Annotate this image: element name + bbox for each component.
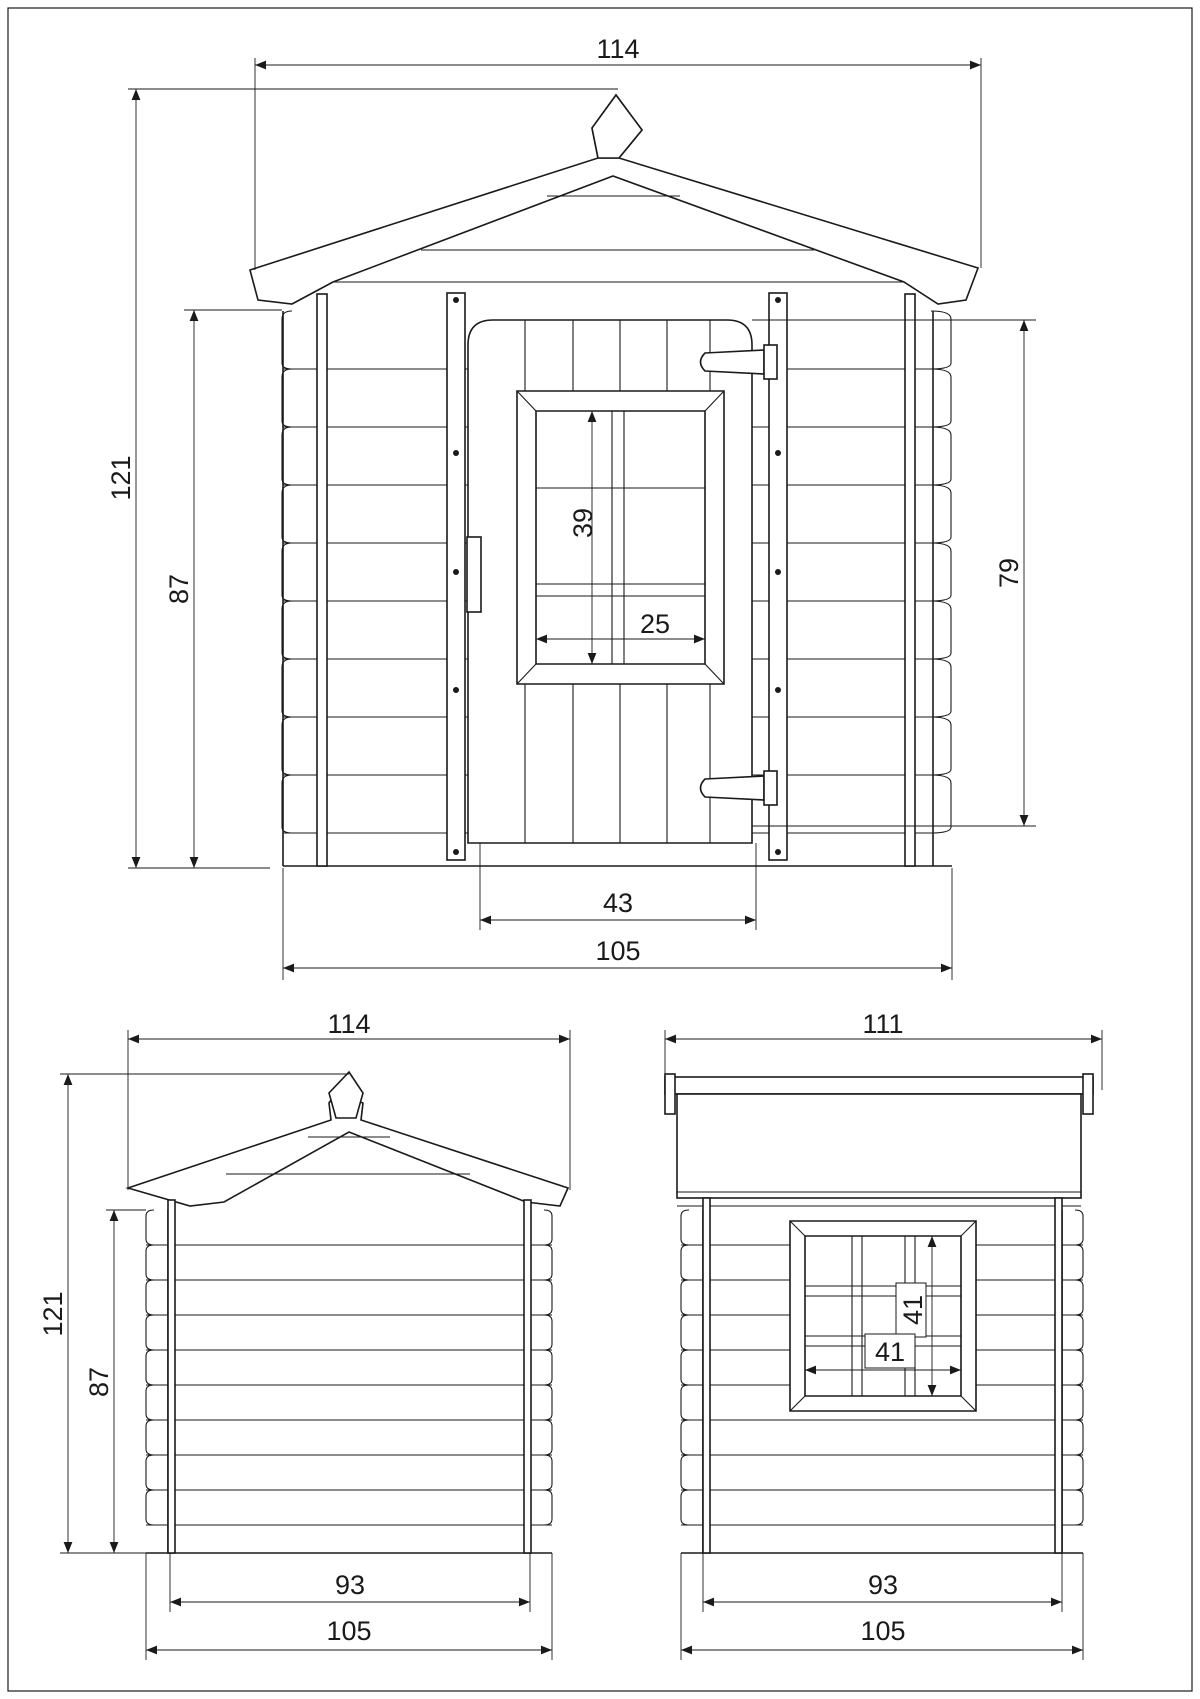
left-total-height-label: 121 <box>38 1291 68 1337</box>
right-base-width-label: 105 <box>860 1616 906 1646</box>
right-window <box>790 1221 976 1411</box>
front-window <box>517 391 724 684</box>
right-window-width-label: 41 <box>874 1337 906 1367</box>
side-view-right <box>665 1009 1102 1660</box>
right-window-height-label: 41 <box>898 1294 928 1326</box>
front-door-height-label: 79 <box>994 557 1024 589</box>
left-dimensions <box>38 1009 570 1660</box>
front-door-width-label: 43 <box>602 888 634 918</box>
right-width-label: 111 <box>862 1009 904 1039</box>
front-roof <box>250 95 978 304</box>
left-log-wall <box>146 1200 552 1553</box>
front-window-height-label: 39 <box>568 507 598 539</box>
left-wall-height-label: 87 <box>84 1366 114 1398</box>
front-view <box>106 34 1036 980</box>
front-base-width-label: 105 <box>595 936 641 966</box>
side-view-left <box>38 1009 570 1660</box>
sheet-border <box>8 8 1192 1691</box>
left-inner-width-label: 93 <box>334 1570 366 1600</box>
left-width-label: 114 <box>327 1009 371 1039</box>
left-base-width-label: 105 <box>326 1616 372 1646</box>
right-inner-width-label: 93 <box>867 1570 899 1600</box>
front-wall-height-label: 87 <box>164 573 194 605</box>
front-total-height-label: 121 <box>106 455 136 501</box>
right-roof <box>665 1074 1093 1206</box>
left-roof <box>128 1072 568 1206</box>
front-window-width-label: 25 <box>639 609 671 639</box>
front-width-label: 114 <box>596 34 640 64</box>
